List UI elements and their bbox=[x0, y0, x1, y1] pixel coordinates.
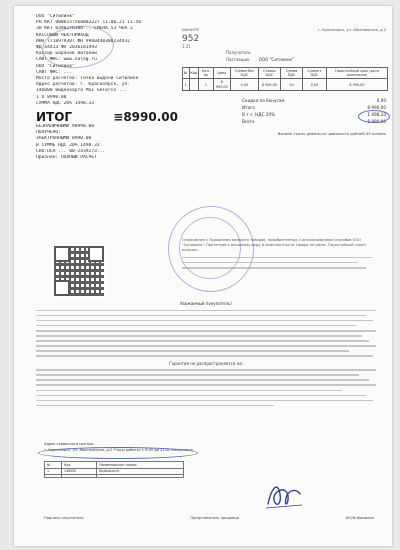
items-header-cell: Ставка НДС bbox=[258, 68, 281, 79]
amount-in-words: Восемь тысяч девятьсот девяносто рублей 00 копеек bbox=[277, 130, 386, 136]
receipt-total-value: ≡8990.00 bbox=[113, 110, 178, 125]
note-supplier-row bbox=[226, 56, 386, 63]
receipt-footer-line: СНО:ОСН ... 00-2439273... bbox=[36, 148, 106, 154]
table-cell: 8 990,00 bbox=[213, 79, 231, 90]
receipt-header-line: Кассир Баранов Виталий bbox=[36, 51, 97, 57]
receipt-header-line: Место расчетов: Точка выдачи Ситилинк bbox=[36, 76, 139, 82]
note-totals bbox=[182, 97, 386, 125]
service-header-cell: Наименование товара bbox=[97, 462, 184, 469]
table-row bbox=[45, 468, 184, 475]
receipt-footer-line: БЕЗНАЛИЧНЫМИ ≡8990.00 bbox=[36, 124, 95, 130]
qr-code bbox=[54, 246, 104, 296]
table-cell bbox=[45, 475, 62, 478]
receipt-header-line: РН ККТ 0006157568003227 11.06.21 11:56 bbox=[36, 20, 142, 26]
table-cell: 0,00 bbox=[231, 79, 258, 90]
receipt-footer bbox=[36, 124, 178, 161]
table-cell: 1 bbox=[199, 79, 213, 90]
table-row bbox=[45, 475, 184, 478]
receipt-header-line: СУММА НДС 20% 1498.33 bbox=[36, 100, 95, 106]
items-header-cell: Гарантийный срок (дата окончания) bbox=[326, 68, 387, 79]
receipt-footer-line: Признак: ПОЛНЫЙ РАСЧЕТ bbox=[36, 155, 97, 161]
note-recipient-row bbox=[226, 49, 386, 56]
receipt-footer-line: В СУММЕ НДС 20% 1498.33 bbox=[36, 142, 100, 148]
table-cell: 8 990,00 bbox=[258, 79, 281, 90]
acknowledgement-block bbox=[182, 238, 382, 272]
items-header-cell: Сумма НДС bbox=[281, 68, 303, 79]
terms-heading: Уважаемый покупатель! bbox=[179, 301, 233, 306]
warranty-date-circle bbox=[358, 110, 390, 123]
note-parties bbox=[226, 49, 386, 63]
items-header-cell: № bbox=[183, 68, 190, 79]
note-recipient-label: Получатель bbox=[226, 50, 251, 55]
table-cell: Видеокарта bbox=[97, 468, 184, 475]
delivery-note bbox=[182, 28, 386, 136]
grand-total-value: 8 990,00 bbox=[367, 118, 386, 124]
receipt-header-line: ФД 44413 ФП 2036181493 bbox=[36, 45, 97, 51]
table-cell bbox=[97, 475, 184, 478]
discount-row bbox=[182, 97, 386, 104]
note-top-right: г. Красноярск, ул. Абытаевская, д.2 bbox=[317, 28, 386, 32]
service-header-cell: № bbox=[45, 462, 62, 469]
cash-receipt bbox=[36, 14, 178, 314]
table-cell: 146000 bbox=[62, 468, 97, 475]
service-table-body bbox=[45, 468, 184, 477]
service-header-cell: Код bbox=[62, 462, 97, 469]
acknowledgement-text: Ознакомлен с Правилами возврата товаров, приобретенных с использованием способов ООО "Ситилинк". Претензий к внешнему виду и комплектности товара не имею. Гарантийный талон получен. bbox=[182, 238, 366, 253]
receipt-header-line: САЙТ ФНС: ... bbox=[36, 69, 72, 75]
vat-row bbox=[182, 111, 386, 118]
signature-row bbox=[44, 516, 374, 520]
note-date: 3.21 bbox=[182, 44, 191, 49]
buyer-signature-label: Подпись покупателя bbox=[44, 516, 84, 520]
total-row bbox=[182, 104, 386, 111]
total-label: Итого bbox=[242, 104, 255, 110]
table-cell: 0,00 bbox=[302, 79, 326, 90]
document-sheet bbox=[14, 6, 392, 546]
service-address-caption: Адрес сервисного центра: bbox=[44, 442, 95, 446]
receipt-header-line: КАССОВЫЙ ЧЕК/ПРИХОД bbox=[36, 32, 89, 38]
warranty-exclusions-heading: Гарантия не распространяется на: bbox=[169, 360, 243, 366]
qr-corner-marker bbox=[54, 280, 70, 296]
items-header-cell: Кол-во bbox=[199, 68, 213, 79]
note-number: 952 bbox=[182, 34, 200, 44]
service-address-value: г. Красноярск, ул. Абытаевская, д.2 *Часы работы: с 9:00 до 21:00 ежедневно bbox=[44, 448, 193, 452]
receipt-total-label: ИТОГ bbox=[36, 110, 73, 125]
items-header-cell: Цена bbox=[213, 68, 231, 79]
discount-value: 0,00 bbox=[376, 97, 386, 103]
note-header bbox=[182, 28, 386, 32]
receipt-header-line: САЙТ ФНС: www.nalog.ru bbox=[36, 57, 97, 63]
vat-value: 1 498,33 bbox=[367, 111, 386, 117]
items-header-cell: Код bbox=[189, 68, 199, 79]
seller-signature-label: Представитель продавца bbox=[190, 516, 239, 520]
table-cell: 20 bbox=[281, 79, 303, 90]
table-cell bbox=[62, 475, 97, 478]
table-cell: 1 bbox=[183, 79, 190, 90]
total-value: 8 990,00 bbox=[367, 104, 386, 110]
service-table-header bbox=[45, 462, 184, 469]
vat-label: В т.ч. НДС 20% bbox=[242, 111, 276, 117]
note-top-left: ИНН/КПП bbox=[182, 28, 200, 32]
seller-name: ИО/Ф.Фамилия bbox=[345, 516, 374, 520]
receipt-header-line: ИНН 7718979307 ФН 9960440300234432 bbox=[36, 38, 131, 44]
receipt-footer-line: ПОЛУЧЕНО: bbox=[36, 130, 61, 136]
receipt-header-line: 146000 Видеокарта МSI GeForce ... bbox=[36, 88, 128, 94]
table-cell bbox=[189, 79, 199, 90]
receipt-header-line: 1 X 8990.00 bbox=[36, 94, 67, 100]
table-cell: 1 bbox=[45, 468, 62, 475]
address-circle bbox=[38, 447, 198, 459]
items-table-header bbox=[183, 68, 388, 79]
terms-block bbox=[36, 298, 376, 410]
items-header-cell: Сумма без НДС bbox=[231, 68, 258, 79]
receipt-footer-line: ЭЛЕКТРОННЫМИ 8990.00 bbox=[36, 136, 92, 142]
table-row bbox=[183, 79, 388, 90]
grand-total-row bbox=[182, 118, 386, 125]
discount-label: Скидка по бонусам bbox=[242, 97, 285, 103]
service-table bbox=[44, 461, 184, 478]
receipt-header-line: ЗН ККТ 0398276300... СМЕНА 53 ЧЕК 2 bbox=[36, 26, 133, 32]
receipt-header-line: Адрес расчетов: г. Красноярск, ул. bbox=[36, 82, 131, 88]
items-header-cell: Сумма с НДС bbox=[302, 68, 326, 79]
table-cell: 8 990,00 bbox=[326, 79, 387, 90]
receipt-header-line: ООО "Ситилинк" bbox=[36, 14, 75, 19]
receipt-header-line: ООО "Ситилинк" bbox=[36, 63, 75, 69]
grand-total-label: Всего bbox=[242, 118, 255, 124]
handwritten-signature bbox=[262, 474, 306, 514]
note-supplier-value: ООО "Ситилинк" bbox=[258, 57, 294, 62]
note-supplier-label: Поставщик bbox=[226, 57, 250, 62]
items-table bbox=[182, 67, 388, 91]
receipt-total bbox=[36, 111, 178, 124]
service-address bbox=[44, 442, 194, 478]
items-table-body bbox=[183, 79, 388, 90]
